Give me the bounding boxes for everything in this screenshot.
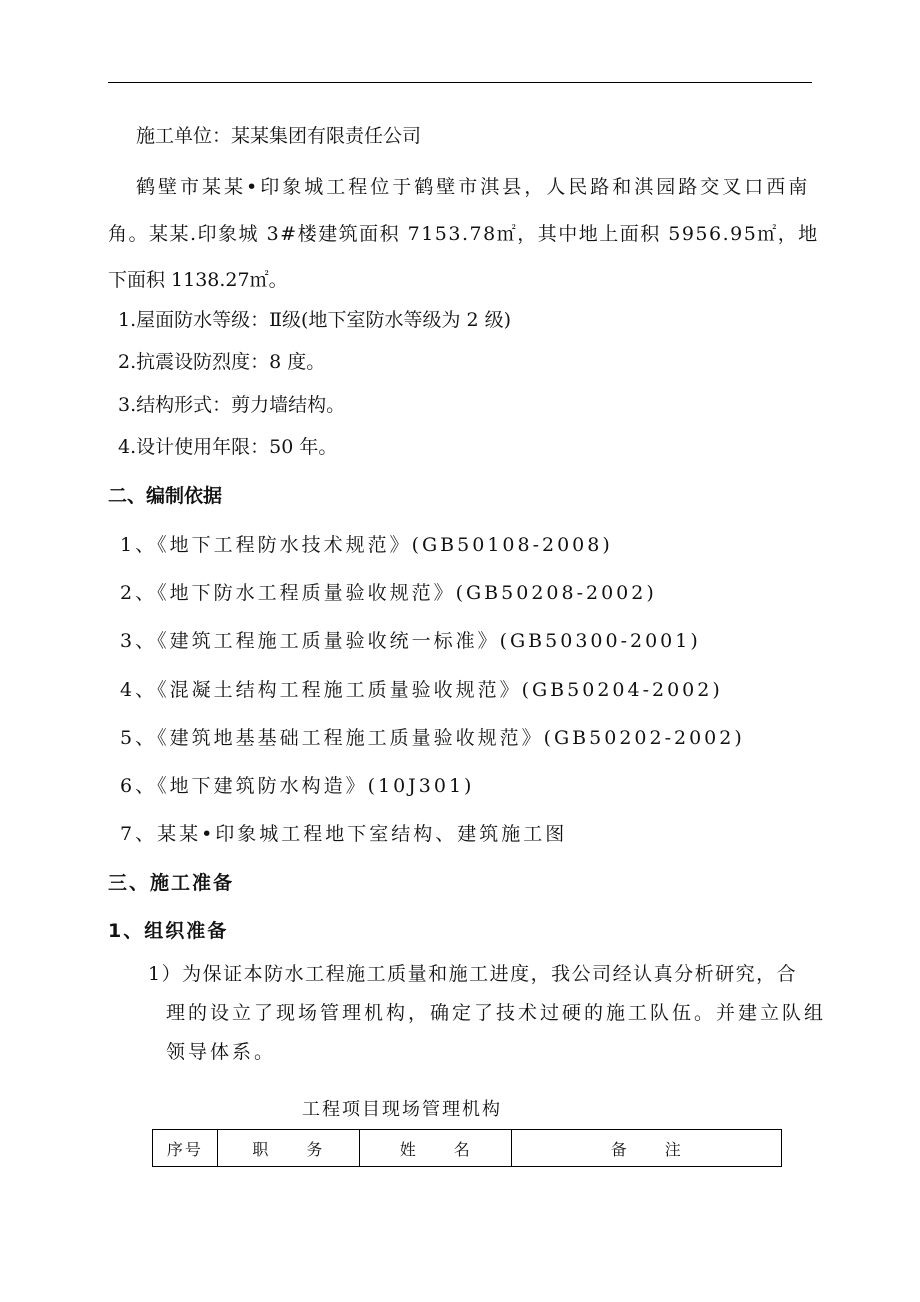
management-table [152, 1129, 782, 1167]
section-2-heading: 二、编制依据 [108, 485, 223, 507]
col-header-position: 职 务 [217, 1130, 359, 1167]
description-line-1: 鹤壁市某某•印象城工程位于鹤壁市淇县，人民路和淇园路交叉口西南 [136, 176, 811, 198]
fact-structure: 3.结构形式：剪力墙结构。 [118, 394, 346, 416]
fact-waterproof-grade: 1.屋面防水等级：Ⅱ级(地下室防水等级为 2 级) [118, 309, 512, 331]
col-header-number: 序号 [153, 1130, 218, 1167]
reference-item-5: 5、《建筑地基基础工程施工质量验收规范》(GB50202-2002) [120, 727, 745, 749]
col-header-remarks: 备 注 [512, 1130, 782, 1167]
reference-item-6: 6、《地下建筑防水构造》(10J301) [120, 775, 475, 797]
col-header-name: 姓 名 [360, 1130, 512, 1167]
reference-item-4: 4、《混凝土结构工程施工质量验收规范》(GB50204-2002) [120, 679, 723, 701]
subsection-organization-heading: 1、组织准备 [108, 920, 229, 942]
organization-para-line-3: 领导体系。 [166, 1041, 277, 1063]
reference-item-7: 7、某某•印象城工程地下室结构、建筑施工图 [120, 823, 568, 845]
reference-item-3: 3、《建筑工程施工质量验收统一标准》(GB50300-2001) [120, 630, 701, 652]
header-rule [108, 82, 812, 83]
reference-item-2: 2、《地下防水工程质量验收规范》(GB50208-2002) [120, 582, 657, 604]
description-line-2: 角。某某.印象城 3#楼建筑面积 7153.78㎡，其中地上面积 5956.95㎡，地 [108, 223, 819, 245]
description-line-3: 下面积 1138.27㎡。 [108, 269, 288, 291]
reference-item-1: 1、《地下工程防水技术规范》(GB50108-2008) [120, 534, 613, 556]
construction-unit: 施工单位：某某集团有限责任公司 [136, 125, 422, 147]
section-3-heading: 三、施工准备 [108, 872, 235, 894]
table-header-row [153, 1130, 782, 1167]
fact-seismic: 2.抗震设防烈度：8 度。 [118, 351, 326, 373]
organization-para-line-2: 理的设立了现场管理机构，确定了技术过硬的施工队伍。并建立队组 [166, 1002, 827, 1024]
table-caption: 工程项目现场管理机构 [302, 1099, 502, 1120]
fact-service-life: 4.设计使用年限：50 年。 [118, 436, 338, 458]
organization-para-line-1: 1）为保证本防水工程施工质量和施工进度，我公司经认真分析研究，合 [148, 963, 798, 985]
